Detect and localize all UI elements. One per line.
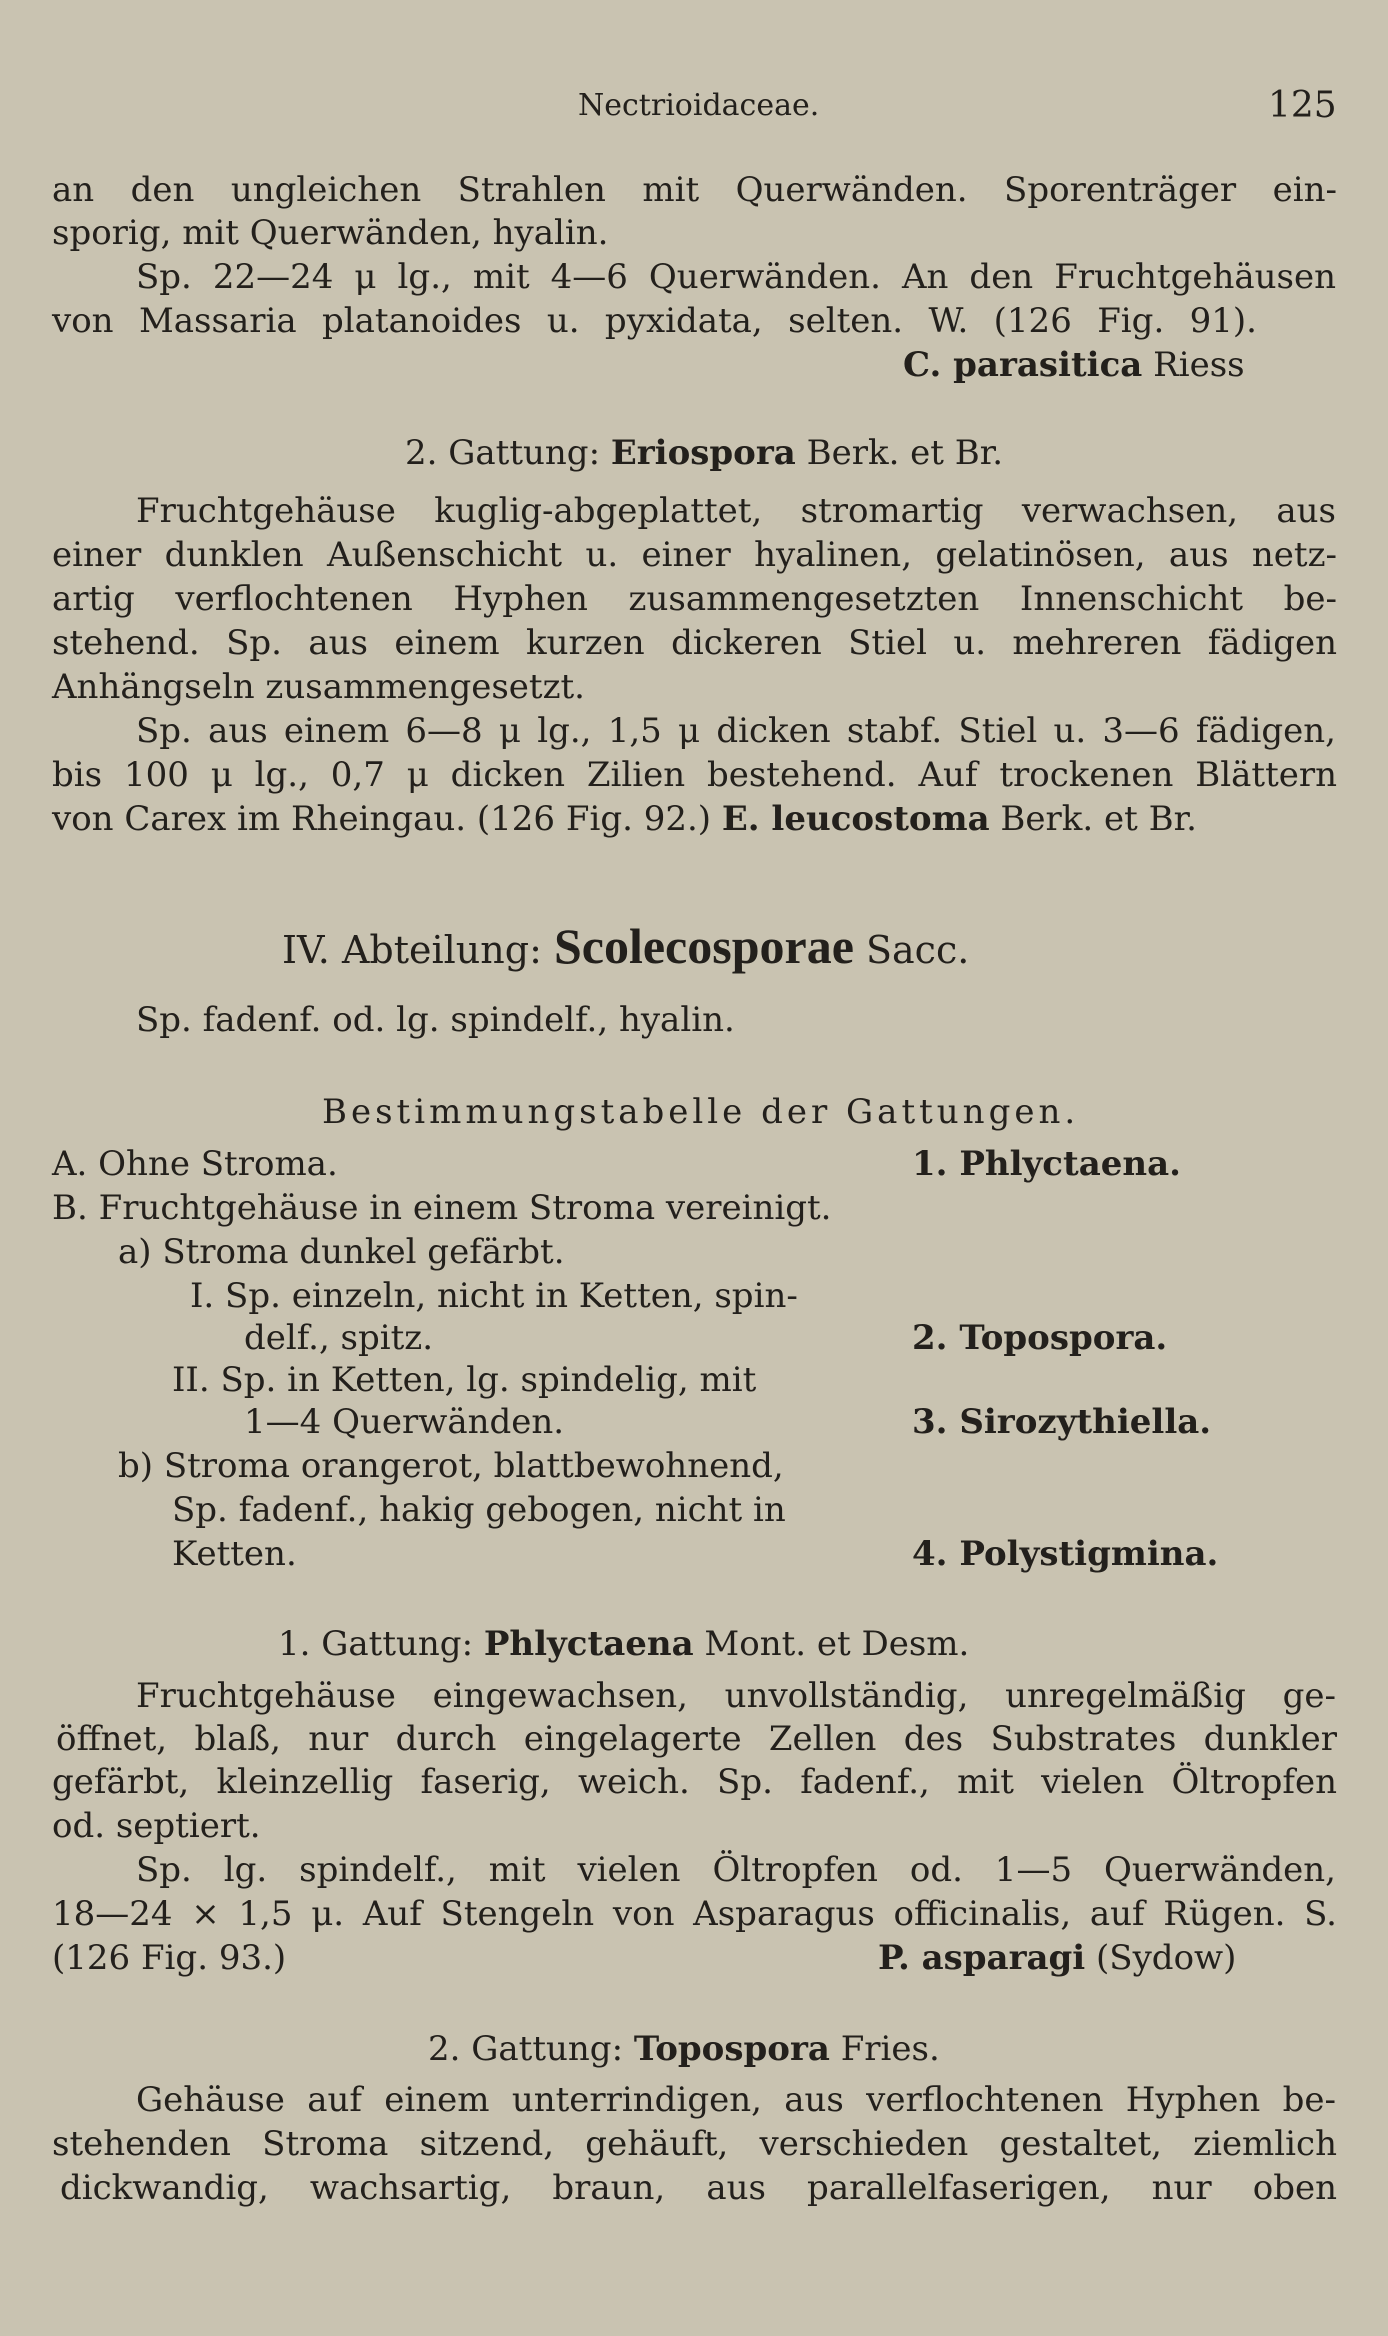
section-heading: IV. Abteilung: Scolecosporae Sacc. bbox=[282, 918, 970, 974]
text-line: Fruchtgehäuse kuglig-abgeplattet, stromartig verwachsen, aus bbox=[136, 491, 1336, 531]
text-line: stehenden Stroma sitzend, gehäuft, verschieden gestaltet, ziemlich bbox=[52, 2124, 1337, 2164]
text-line: od. septiert. bbox=[52, 1806, 261, 1846]
text-line: Sp. aus einem 6—8 μ lg., 1,5 μ dicken stabf. Stiel u. 3—6 fädigen, bbox=[136, 711, 1336, 751]
text-line: sporig, mit Querwänden, hyalin. bbox=[52, 213, 609, 253]
text-line: 18—24 × 1,5 μ. Auf Stengeln von Asparagus officinalis, auf Rügen. S. bbox=[52, 1894, 1337, 1934]
running-title: Nectrioidaceae. bbox=[578, 88, 820, 123]
text-line: stehend. Sp. aus einem kurzen dickeren Stiel u. mehreren fädigen bbox=[52, 623, 1337, 663]
text-line: Sp. lg. spindelf., mit vielen Öltropfen od. 1—5 Querwänden, bbox=[136, 1850, 1336, 1890]
key-result: 4. Polystigmina. bbox=[912, 1534, 1219, 1574]
key-result: 3. Sirozythiella. bbox=[912, 1402, 1212, 1442]
species-name: P. asparagi (Sydow) bbox=[878, 1938, 1237, 1978]
text-line: Sp. fadenf. od. lg. spindelf., hyalin. bbox=[136, 1000, 735, 1040]
species-name: C. parasitica Riess bbox=[903, 345, 1245, 385]
text-line: Sp. 22—24 μ lg., mit 4—6 Querwänden. An den Fruchtgehäusen bbox=[136, 257, 1336, 297]
text-line: Fruchtgehäuse eingewachsen, unvollständig, unregelmäßig ge- bbox=[136, 1676, 1336, 1716]
text-line: Anhängseln zusammengesetzt. bbox=[52, 667, 585, 707]
text-line: einer dunklen Außenschicht u. einer hyalinen, gelatinösen, aus netz- bbox=[52, 535, 1337, 575]
text-line: an den ungleichen Strahlen mit Querwänden. Sporenträger ein- bbox=[52, 170, 1337, 210]
genus-heading: 2. Gattung: Topospora Fries. bbox=[428, 2029, 940, 2069]
key-line: I. Sp. einzeln, nicht in Ketten, spin- bbox=[190, 1276, 798, 1316]
text-line: von Carex im Rheingau. (126 Fig. 92.) E. leucostoma Berk. et Br. bbox=[52, 799, 1197, 839]
key-line: 1—4 Querwänden. bbox=[244, 1402, 565, 1442]
key-line: a) Stroma dunkel gefärbt. bbox=[118, 1232, 565, 1272]
text-line: Gehäuse auf einem unterrindigen, aus verflochtenen Hyphen be- bbox=[136, 2080, 1336, 2120]
key-line: Ketten. bbox=[172, 1534, 297, 1574]
text-line: dickwandig, wachsartig, braun, aus parallelfaserigen, nur oben bbox=[60, 2168, 1337, 2208]
key-line: B. Fruchtgehäuse in einem Stroma vereinigt. bbox=[52, 1188, 832, 1228]
key-result: 2. Topospora. bbox=[912, 1318, 1168, 1358]
text-line: gefärbt, kleinzellig faserig, weich. Sp. fadenf., mit vielen Öltropfen bbox=[52, 1762, 1337, 1802]
text-line: öffnet, blaß, nur durch eingelagerte Zellen des Substrates dunkler bbox=[56, 1719, 1337, 1759]
key-result: 1. Phlyctaena. bbox=[912, 1144, 1181, 1184]
key-line: Sp. fadenf., hakig gebogen, nicht in bbox=[172, 1490, 786, 1530]
key-line: II. Sp. in Ketten, lg. spindelig, mit bbox=[172, 1360, 757, 1400]
genus-heading: 2. Gattung: Eriospora Berk. et Br. bbox=[405, 433, 1004, 473]
key-line: b) Stroma orangerot, blattbewohnend, bbox=[118, 1446, 784, 1486]
text-line: (126 Fig. 93.) bbox=[52, 1938, 287, 1978]
text-line: von Massaria platanoides u. pyxidata, selten. W. (126 Fig. 91). bbox=[52, 301, 1257, 341]
page-number: 125 bbox=[1268, 85, 1337, 126]
key-title: Bestimmungstabelle der Gattungen. bbox=[322, 1092, 1080, 1132]
key-line: A. Ohne Stroma. bbox=[52, 1144, 338, 1184]
key-line: delf., spitz. bbox=[244, 1318, 434, 1358]
genus-heading: 1. Gattung: Phlyctaena Mont. et Desm. bbox=[278, 1624, 970, 1664]
text-line: bis 100 μ lg., 0,7 μ dicken Zilien bestehend. Auf trockenen Blättern bbox=[52, 755, 1337, 795]
text-line: artig verflochtenen Hyphen zusammengesetzten Innenschicht be- bbox=[52, 579, 1337, 619]
